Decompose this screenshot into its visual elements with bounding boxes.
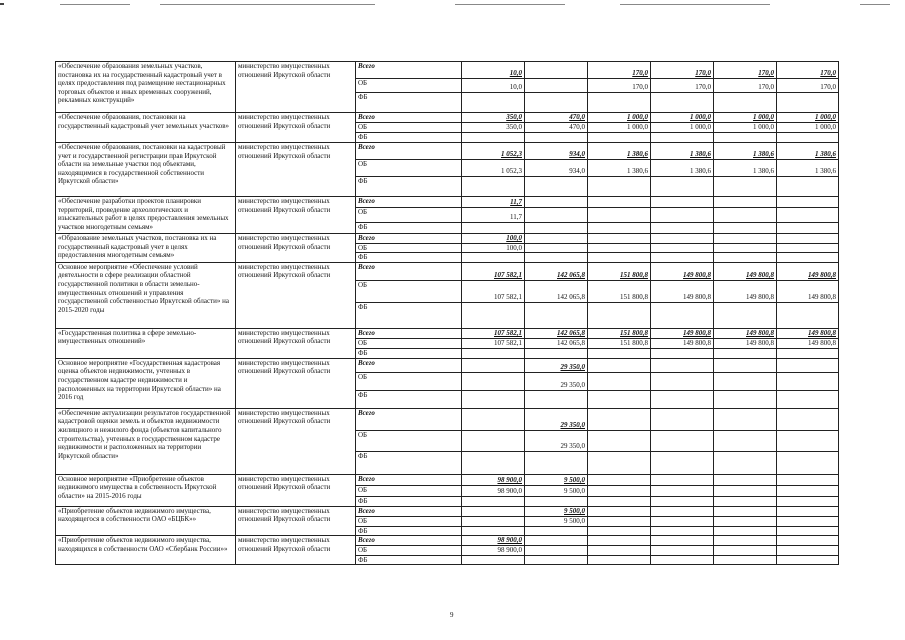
amount-cell [651, 516, 714, 526]
amount-cell [462, 555, 525, 565]
amount-cell [777, 526, 839, 536]
amount-cell: 1 000,0 [714, 123, 777, 133]
amount-cell [588, 555, 651, 565]
amount-cell [651, 485, 714, 496]
amount-cell [651, 536, 714, 546]
amount-cell [651, 253, 714, 263]
amount-cell [651, 177, 714, 197]
amount-cell: 149 800,8 [777, 280, 839, 302]
amount-cell [462, 348, 525, 358]
amount-cell: 149 800,8 [714, 262, 777, 280]
table-row [56, 506, 839, 516]
amount-cell [588, 197, 651, 208]
amount-cell [651, 208, 714, 223]
amount-cell [714, 243, 777, 253]
amount-cell [777, 208, 839, 223]
amount-cell [714, 536, 777, 546]
amount-cell [651, 408, 714, 430]
amount-cell [777, 390, 839, 408]
funding-source-cell: Всего [356, 262, 462, 280]
executor-cell: министерство имущественных отношений Иркутской области [236, 262, 356, 328]
amount-cell [651, 133, 714, 143]
amount-cell [588, 133, 651, 143]
amount-cell [462, 390, 525, 408]
table-row [56, 197, 839, 208]
amount-cell [777, 506, 839, 516]
amount-cell [714, 390, 777, 408]
amount-cell [525, 177, 588, 197]
amount-cell: 9 500,0 [525, 516, 588, 526]
funding-source-cell: ОБ [356, 338, 462, 348]
funding-source-cell: ФБ [356, 302, 462, 328]
activity-name-cell: «Обеспечение актуализации результатов государственной кадастровой оценки земель и объектов недвижимости жилищного и нежилого фонда (объектов капитального строительства), учтенных в государственном кадастре недвижимости и расположенных на территории Иркутской области» [56, 408, 236, 474]
funding-source-cell: Всего [356, 358, 462, 372]
amount-cell: 107 582,1 [462, 328, 525, 338]
funding-source-cell: ОБ [356, 243, 462, 253]
amount-cell [525, 234, 588, 244]
funding-source-cell: Всего [356, 143, 462, 160]
amount-cell [777, 555, 839, 565]
amount-cell [462, 253, 525, 263]
amount-cell [525, 496, 588, 506]
amount-cell [777, 243, 839, 253]
funding-source-cell: ФБ [356, 223, 462, 234]
amount-cell [651, 348, 714, 358]
amount-cell: 1 000,0 [714, 113, 777, 123]
amount-cell: 11,7 [462, 197, 525, 208]
amount-cell: 11,7 [462, 208, 525, 223]
funding-source-cell: ОБ [356, 372, 462, 390]
amount-cell [651, 390, 714, 408]
amount-cell: 149 800,8 [651, 262, 714, 280]
activity-name-cell: Основное мероприятие «Обеспечение условий деятельности в сфере реализации областной государственной политики в области земельно-имущественных отношений и управления государственной собственностью Иркутской области» на 2015-2020 годы [56, 262, 236, 328]
amount-cell: 1 052,3 [462, 160, 525, 177]
amount-cell: 100,0 [462, 243, 525, 253]
amount-cell: 1 380,6 [714, 143, 777, 160]
amount-cell [462, 430, 525, 451]
amount-cell [588, 408, 651, 430]
amount-cell: 1 380,6 [777, 160, 839, 177]
funding-source-cell: Всего [356, 536, 462, 546]
amount-cell: 149 800,8 [777, 262, 839, 280]
amount-cell [462, 372, 525, 390]
funding-source-cell: ОБ [356, 516, 462, 526]
amount-cell [714, 485, 777, 496]
table-row [56, 408, 839, 430]
amount-cell [588, 93, 651, 113]
amount-cell [588, 496, 651, 506]
amount-cell [777, 372, 839, 390]
amount-cell: 1 000,0 [777, 123, 839, 133]
amount-cell [651, 496, 714, 506]
amount-cell: 1 380,6 [714, 160, 777, 177]
funding-source-cell: ФБ [356, 526, 462, 536]
amount-cell [462, 408, 525, 430]
amount-cell: 170,0 [714, 79, 777, 93]
amount-cell: 170,0 [588, 62, 651, 79]
amount-cell [525, 208, 588, 223]
amount-cell [777, 496, 839, 506]
funding-source-cell: ФБ [356, 451, 462, 474]
amount-cell: 470,0 [525, 113, 588, 123]
scan-mark [0, 3, 4, 5]
amount-cell: 149 800,8 [777, 328, 839, 338]
amount-cell [651, 545, 714, 555]
amount-cell [462, 223, 525, 234]
amount-cell: 151 800,8 [588, 338, 651, 348]
amount-cell [462, 451, 525, 474]
amount-cell [651, 358, 714, 372]
budget-table [55, 61, 839, 565]
amount-cell [588, 485, 651, 496]
amount-cell: 149 800,8 [714, 338, 777, 348]
amount-cell [651, 526, 714, 536]
amount-cell: 9 500,0 [525, 474, 588, 485]
funding-source-cell: ФБ [356, 133, 462, 143]
activity-name-cell: «Образование земельных участков, постановка их на государственный кадастровый учет в целях предоставления многодетным семьям» [56, 234, 236, 263]
amount-cell: 934,0 [525, 143, 588, 160]
table-row [56, 143, 839, 160]
amount-cell: 142 065,8 [525, 262, 588, 280]
table-row [56, 62, 839, 79]
scan-artifact-line [60, 4, 130, 5]
amount-cell [525, 79, 588, 93]
amount-cell [714, 408, 777, 430]
amount-cell: 170,0 [588, 79, 651, 93]
amount-cell [651, 93, 714, 113]
amount-cell: 151 800,8 [588, 280, 651, 302]
amount-cell [588, 372, 651, 390]
amount-cell [777, 545, 839, 555]
amount-cell [777, 302, 839, 328]
amount-cell [525, 451, 588, 474]
table-row [56, 113, 839, 123]
amount-cell [714, 208, 777, 223]
amount-cell [588, 451, 651, 474]
funding-source-cell: ФБ [356, 496, 462, 506]
table-row [56, 536, 839, 546]
amount-cell [714, 302, 777, 328]
amount-cell [525, 62, 588, 79]
amount-cell [714, 177, 777, 197]
amount-cell [714, 348, 777, 358]
amount-cell: 1 380,6 [588, 143, 651, 160]
amount-cell [714, 545, 777, 555]
funding-source-cell: Всего [356, 506, 462, 516]
activity-name-cell: «Обеспечение образования, постановки на государственный кадастровый учет земельных участков» [56, 113, 236, 143]
funding-source-cell: ОБ [356, 485, 462, 496]
funding-source-cell: ОБ [356, 123, 462, 133]
executor-cell: министерство имущественных отношений Иркутской области [236, 506, 356, 536]
amount-cell [714, 555, 777, 565]
amount-cell [588, 358, 651, 372]
amount-cell [714, 234, 777, 244]
amount-cell [588, 348, 651, 358]
amount-cell: 1 000,0 [588, 113, 651, 123]
funding-source-cell: ФБ [356, 348, 462, 358]
amount-cell [462, 133, 525, 143]
executor-cell: министерство имущественных отношений Иркутской области [236, 474, 356, 506]
funding-source-cell: Всего [356, 408, 462, 430]
amount-cell: 10,0 [462, 62, 525, 79]
amount-cell [525, 133, 588, 143]
amount-cell [651, 197, 714, 208]
amount-cell [777, 474, 839, 485]
amount-cell [777, 177, 839, 197]
amount-cell [714, 133, 777, 143]
amount-cell [525, 253, 588, 263]
amount-cell [714, 496, 777, 506]
funding-source-cell: Всего [356, 328, 462, 338]
activity-name-cell: «Государственная политика в сфере земельно-имущественных отношений» [56, 328, 236, 358]
amount-cell: 98 900,0 [462, 474, 525, 485]
amount-cell [714, 430, 777, 451]
amount-cell [462, 516, 525, 526]
amount-cell: 170,0 [651, 62, 714, 79]
amount-cell [525, 536, 588, 546]
amount-cell: 98 900,0 [462, 545, 525, 555]
amount-cell: 1 380,6 [651, 160, 714, 177]
amount-cell [525, 93, 588, 113]
amount-cell: 9 500,0 [525, 506, 588, 516]
amount-cell [777, 408, 839, 430]
activity-name-cell: «Приобретение объектов недвижимого имущества, находящегося в собственности ОАО «БЦБК»» [56, 506, 236, 536]
scan-artifact-line [860, 4, 890, 5]
amount-cell [525, 526, 588, 536]
amount-cell: 107 582,1 [462, 280, 525, 302]
table-row [56, 474, 839, 485]
amount-cell [588, 536, 651, 546]
amount-cell: 142 065,8 [525, 280, 588, 302]
funding-source-cell: ФБ [356, 177, 462, 197]
executor-cell: министерство имущественных отношений Иркутской области [236, 408, 356, 474]
amount-cell [525, 348, 588, 358]
amount-cell [777, 253, 839, 263]
amount-cell [651, 372, 714, 390]
table-row [56, 234, 839, 244]
amount-cell: 149 800,8 [651, 338, 714, 348]
amount-cell: 142 065,8 [525, 328, 588, 338]
amount-cell [777, 451, 839, 474]
page-number: 9 [450, 611, 454, 619]
executor-cell: министерство имущественных отношений Иркутской области [236, 143, 356, 197]
executor-cell: министерство имущественных отношений Иркутской области [236, 536, 356, 565]
amount-cell: 151 800,8 [588, 328, 651, 338]
amount-cell [525, 223, 588, 234]
budget-table-container [55, 61, 838, 565]
funding-source-cell: ФБ [356, 555, 462, 565]
funding-source-cell: ОБ [356, 430, 462, 451]
amount-cell: 10,0 [462, 79, 525, 93]
funding-source-cell: ФБ [356, 390, 462, 408]
amount-cell: 107 582,1 [462, 338, 525, 348]
amount-cell [588, 526, 651, 536]
amount-cell [462, 526, 525, 536]
amount-cell [777, 430, 839, 451]
amount-cell [525, 197, 588, 208]
amount-cell: 107 582,1 [462, 262, 525, 280]
amount-cell: 98 900,0 [462, 536, 525, 546]
funding-source-cell: Всего [356, 113, 462, 123]
amount-cell: 1 000,0 [651, 123, 714, 133]
amount-cell [714, 253, 777, 263]
amount-cell: 1 052,3 [462, 143, 525, 160]
amount-cell: 149 800,8 [777, 338, 839, 348]
amount-cell [651, 451, 714, 474]
funding-source-cell: ОБ [356, 545, 462, 555]
amount-cell [714, 506, 777, 516]
amount-cell: 1 380,6 [651, 143, 714, 160]
amount-cell [714, 223, 777, 234]
amount-cell: 1 380,6 [588, 160, 651, 177]
amount-cell [462, 93, 525, 113]
amount-cell [525, 302, 588, 328]
scan-artifact-line [160, 4, 375, 5]
funding-source-cell: ФБ [356, 253, 462, 263]
amount-cell [714, 372, 777, 390]
funding-source-cell: ОБ [356, 160, 462, 177]
amount-cell: 1 000,0 [777, 113, 839, 123]
amount-cell: 142 065,8 [525, 338, 588, 348]
executor-cell: министерство имущественных отношений Иркутской области [236, 62, 356, 113]
table-row [56, 262, 839, 280]
amount-cell [462, 506, 525, 516]
executor-cell: министерство имущественных отношений Иркутской области [236, 113, 356, 143]
amount-cell [588, 302, 651, 328]
amount-cell [462, 177, 525, 197]
amount-cell [714, 197, 777, 208]
activity-name-cell: «Обеспечение образования земельных участков, постановка их на государственный кадастровый учет в целях предоставления под размещение нестационарных торговых объектов и иных временных сооружений, рекламных конструкций» [56, 62, 236, 113]
amount-cell: 470,0 [525, 123, 588, 133]
amount-cell [777, 133, 839, 143]
amount-cell [588, 430, 651, 451]
amount-cell [525, 555, 588, 565]
amount-cell [777, 348, 839, 358]
amount-cell [588, 208, 651, 223]
amount-cell [588, 223, 651, 234]
amount-cell [714, 358, 777, 372]
amount-cell [777, 516, 839, 526]
amount-cell [777, 536, 839, 546]
funding-source-cell: Всего [356, 197, 462, 208]
scan-artifact-line [620, 4, 770, 5]
activity-name-cell: Основное мероприятие «Государственная кадастровая оценка объектов недвижимости, учтенных в государственном кадастре недвижимости и расположенных на территории Иркутской области» на 2016 год [56, 358, 236, 408]
amount-cell [651, 223, 714, 234]
amount-cell: 29 350,0 [525, 372, 588, 390]
amount-cell [777, 223, 839, 234]
amount-cell: 9 500,0 [525, 485, 588, 496]
amount-cell: 350,0 [462, 113, 525, 123]
amount-cell [651, 430, 714, 451]
executor-cell: министерство имущественных отношений Иркутской области [236, 197, 356, 234]
funding-source-cell: ОБ [356, 79, 462, 93]
amount-cell: 98 900,0 [462, 485, 525, 496]
activity-name-cell: «Обеспечение образования, постановки на кадастровый учет и государственной регистрации прав Иркутской области на земельные участки под объектами, находящимися в государственной собственности Иркутской области» [56, 143, 236, 197]
activity-name-cell: Основное мероприятие «Приобретение объектов недвижимого имущества в собственность Иркутской области» на 2015-2016 годы [56, 474, 236, 506]
funding-source-cell: ОБ [356, 208, 462, 223]
amount-cell [714, 474, 777, 485]
amount-cell [525, 545, 588, 555]
amount-cell: 170,0 [777, 79, 839, 93]
amount-cell [777, 485, 839, 496]
amount-cell [714, 93, 777, 113]
amount-cell: 934,0 [525, 160, 588, 177]
funding-source-cell: Всего [356, 234, 462, 244]
amount-cell [588, 253, 651, 263]
funding-source-cell: ФБ [356, 93, 462, 113]
table-body [56, 62, 839, 565]
amount-cell: 170,0 [714, 62, 777, 79]
amount-cell [651, 474, 714, 485]
amount-cell: 149 800,8 [714, 280, 777, 302]
activity-name-cell: «Обеспечение разработки проектов планировки территорий, проведение археологических и изыскательных работ в целях предоставления земельных участков многодетным семьям» [56, 197, 236, 234]
amount-cell: 1 000,0 [588, 123, 651, 133]
amount-cell: 151 800,8 [588, 262, 651, 280]
amount-cell [588, 545, 651, 555]
amount-cell [777, 197, 839, 208]
amount-cell: 149 800,8 [714, 328, 777, 338]
amount-cell [588, 506, 651, 516]
amount-cell: 149 800,8 [651, 280, 714, 302]
amount-cell [777, 234, 839, 244]
amount-cell [588, 234, 651, 244]
activity-name-cell: «Приобретение объектов недвижимого имущества, находящихся в собственности ОАО «Сбербанк России»» [56, 536, 236, 565]
amount-cell [714, 451, 777, 474]
table-row [56, 328, 839, 338]
amount-cell: 149 800,8 [651, 328, 714, 338]
funding-source-cell: Всего [356, 62, 462, 79]
amount-cell [588, 390, 651, 408]
amount-cell [588, 243, 651, 253]
scan-artifact-line [455, 4, 565, 5]
amount-cell: 29 350,0 [525, 358, 588, 372]
amount-cell [777, 93, 839, 113]
amount-cell [714, 516, 777, 526]
amount-cell [777, 358, 839, 372]
amount-cell [588, 516, 651, 526]
amount-cell [714, 526, 777, 536]
amount-cell: 1 380,6 [777, 143, 839, 160]
amount-cell [588, 177, 651, 197]
amount-cell: 1 000,0 [651, 113, 714, 123]
amount-cell [525, 390, 588, 408]
executor-cell: министерство имущественных отношений Иркутской области [236, 234, 356, 263]
amount-cell: 350,0 [462, 123, 525, 133]
amount-cell [462, 496, 525, 506]
amount-cell [651, 506, 714, 516]
amount-cell: 29 350,0 [525, 430, 588, 451]
amount-cell [462, 302, 525, 328]
amount-cell: 170,0 [651, 79, 714, 93]
amount-cell: 170,0 [777, 62, 839, 79]
amount-cell [525, 243, 588, 253]
amount-cell [588, 474, 651, 485]
funding-source-cell: Всего [356, 474, 462, 485]
amount-cell [651, 555, 714, 565]
amount-cell [651, 302, 714, 328]
executor-cell: министерство имущественных отношений Иркутской области [236, 328, 356, 358]
executor-cell: министерство имущественных отношений Иркутской области [236, 358, 356, 408]
table-row [56, 358, 839, 372]
amount-cell: 29 350,0 [525, 408, 588, 430]
amount-cell: 100,0 [462, 234, 525, 244]
amount-cell [651, 243, 714, 253]
amount-cell [651, 234, 714, 244]
funding-source-cell: ОБ [356, 280, 462, 302]
amount-cell [462, 358, 525, 372]
